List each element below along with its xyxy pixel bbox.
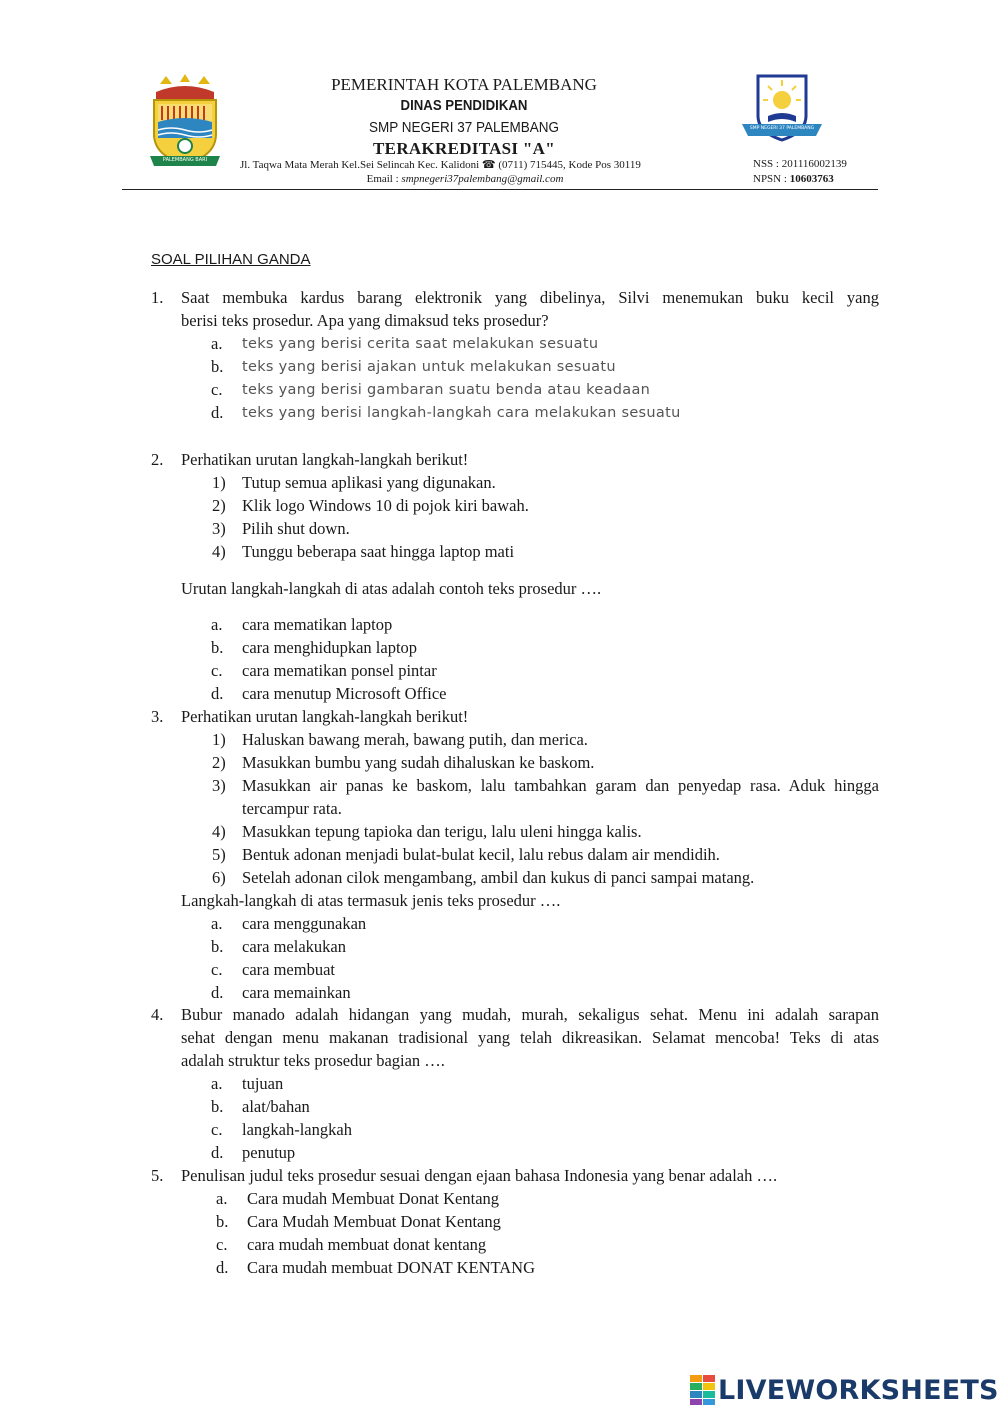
header-divider — [122, 189, 878, 190]
step-label: 1) — [212, 730, 226, 749]
question-3-prompt: Langkah-langkah di atas termasuk jenis teks prosedur …. — [181, 891, 561, 910]
question-number: 5. — [151, 1166, 164, 1185]
option-text[interactable]: cara mudah membuat donat kentang — [247, 1235, 487, 1254]
option-text[interactable]: cara menggunakan — [242, 914, 367, 933]
option-label: c. — [211, 380, 223, 399]
option-text[interactable]: tujuan — [242, 1074, 284, 1093]
step-label: 3) — [212, 776, 226, 795]
option-label: c. — [211, 661, 223, 680]
question-1-stem: berisi teks prosedur. Apa yang dimaksud teks prosedur? — [181, 311, 549, 330]
npsn-value: 10603763 — [789, 173, 834, 185]
header-accreditation: TERAKREDITASI "A" — [373, 139, 555, 158]
question-2-prompt: Urutan langkah-langkah di atas adalah contoh teks prosedur …. — [181, 579, 602, 598]
option-label: a. — [211, 914, 223, 933]
option-label: a. — [211, 334, 223, 353]
liveworksheets-wordmark: LIVEWORKSHEETS — [718, 1374, 999, 1406]
step-text: Masukkan tepung tapioka dan terigu, lalu uleni hingga kalis. — [242, 822, 642, 841]
option-text[interactable]: alat/bahan — [242, 1097, 310, 1116]
option-text[interactable]: Cara mudah membuat DONAT KENTANG — [247, 1258, 535, 1277]
school-logo — [738, 72, 826, 150]
option-label: d. — [211, 1143, 224, 1162]
email-label: Email : — [366, 173, 402, 185]
option-text[interactable]: teks yang berisi ajakan untuk melakukan sesuatu — [242, 359, 616, 375]
step-label: 1) — [212, 473, 226, 492]
option-label: d. — [211, 684, 224, 703]
option-label: c. — [211, 1120, 223, 1139]
option-text[interactable]: teks yang berisi langkah-langkah cara melakukan sesuatu — [242, 405, 681, 421]
option-label: b. — [211, 638, 224, 657]
step-label: 5) — [212, 845, 226, 864]
option-label: b. — [211, 1097, 224, 1116]
option-label: a. — [211, 615, 223, 634]
option-text[interactable]: cara menutup Microsoft Office — [242, 684, 447, 703]
step-text: Setelah adonan cilok mengambang, ambil dan kukus di panci sampai matang. — [242, 868, 755, 887]
school-email[interactable]: smpnegeri37palembang@gmail.com — [401, 173, 564, 185]
option-text[interactable]: cara memainkan — [242, 983, 351, 1002]
section-title: SOAL PILIHAN GANDA — [151, 251, 311, 268]
school-nss: NSS : 201116002139 — [753, 158, 847, 170]
question-number: 2. — [151, 450, 164, 469]
header-department: DINAS PENDIDIKAN — [400, 97, 528, 114]
step-text-continued: tercampur rata. — [242, 799, 342, 818]
option-text[interactable]: langkah-langkah — [242, 1120, 352, 1139]
liveworksheets-icon — [690, 1375, 716, 1405]
option-text[interactable]: cara mematikan ponsel pintar — [242, 661, 437, 680]
question-number: 1. — [151, 288, 164, 307]
question-1-stem: Saat membuka kardus barang elektronik yang dibelinya, Silvi menemukan buku kecil yang — [181, 288, 879, 307]
question-4-stem: sehat dengan menu makanan tradisional yang telah dikreasikan. Selamat mencoba! Teks di atas — [181, 1028, 879, 1047]
header-government: PEMERINTAH KOTA PALEMBANG — [331, 75, 597, 94]
option-label: a. — [211, 1074, 223, 1093]
option-text[interactable]: teks yang berisi gambaran suatu benda atau keadaan — [242, 382, 651, 398]
option-text[interactable]: Cara Mudah Membuat Donat Kentang — [247, 1212, 501, 1231]
step-text: Tutup semua aplikasi yang digunakan. — [242, 473, 496, 492]
question-number: 3. — [151, 707, 164, 726]
step-label: 4) — [212, 822, 226, 841]
step-label: 3) — [212, 519, 226, 538]
option-text[interactable]: Cara mudah Membuat Donat Kentang — [247, 1189, 500, 1208]
school-email-line — [340, 173, 590, 185]
step-label: 4) — [212, 542, 226, 561]
school-logo-ribbon-text: SMP NEGERI 37 PALEMBANG — [749, 126, 815, 131]
option-text[interactable]: cara menghidupkan laptop — [242, 638, 418, 657]
step-text: Tunggu beberapa saat hingga laptop mati — [242, 542, 515, 561]
option-label: b. — [211, 937, 224, 956]
option-label: a. — [216, 1189, 228, 1208]
question-5-stem: Penulisan judul teks prosedur sesuai dengan ejaan bahasa Indonesia yang benar adalah …. — [181, 1166, 778, 1185]
option-label: d. — [211, 983, 224, 1002]
option-label: b. — [216, 1212, 229, 1231]
header-school-name: SMP NEGERI 37 PALEMBANG — [368, 119, 560, 136]
question-4-stem: Bubur manado adalah hidangan yang mudah, murah, sekaligus sehat. Menu ini adalah sarapan — [181, 1005, 879, 1024]
step-label: 2) — [212, 496, 226, 515]
question-3-stem: Perhatikan urutan langkah-langkah berikut! — [181, 707, 469, 726]
option-label: b. — [211, 357, 224, 376]
option-text[interactable]: cara melakukan — [242, 937, 346, 956]
option-text[interactable]: teks yang berisi cerita saat melakukan sesuatu — [242, 336, 599, 352]
step-text: Masukkan air panas ke baskom, lalu tambahkan garam dan penyedap rasa. Aduk hingga — [242, 776, 879, 795]
npsn-label: NPSN : — [753, 173, 790, 185]
step-text: Pilih shut down. — [242, 519, 350, 538]
option-label: d. — [211, 403, 224, 422]
liveworksheets-logo[interactable] — [690, 1372, 999, 1408]
option-text[interactable]: penutup — [242, 1143, 296, 1162]
school-npsn-line — [753, 173, 834, 185]
step-text: Klik logo Windows 10 di pojok kiri bawah. — [242, 496, 529, 515]
option-label: c. — [211, 960, 223, 979]
question-number: 4. — [151, 1005, 164, 1024]
option-text[interactable]: cara membuat — [242, 960, 335, 979]
step-label: 6) — [212, 868, 226, 887]
step-text: Masukkan bumbu yang sudah dihaluskan ke baskom. — [242, 753, 595, 772]
school-address: Jl. Taqwa Mata Merah Kel.Sei Selincah Kec. Kalidoni ☎ (0711) 715445, Kode Pos 30119 — [240, 159, 641, 171]
option-label: d. — [216, 1258, 229, 1277]
step-label: 2) — [212, 753, 226, 772]
step-text: Bentuk adonan menjadi bulat-bulat kecil, lalu rebus dalam air mendidih. — [242, 845, 720, 864]
option-label: c. — [216, 1235, 228, 1254]
question-4-stem: adalah struktur teks prosedur bagian …. — [181, 1051, 445, 1070]
emblem-banner-text: PALEMBANG BARI — [162, 157, 208, 163]
option-text[interactable]: cara mematikan laptop — [242, 615, 393, 634]
question-2-stem: Perhatikan urutan langkah-langkah berikut! — [181, 450, 469, 469]
step-text: Haluskan bawang merah, bawang putih, dan merica. — [242, 730, 588, 749]
